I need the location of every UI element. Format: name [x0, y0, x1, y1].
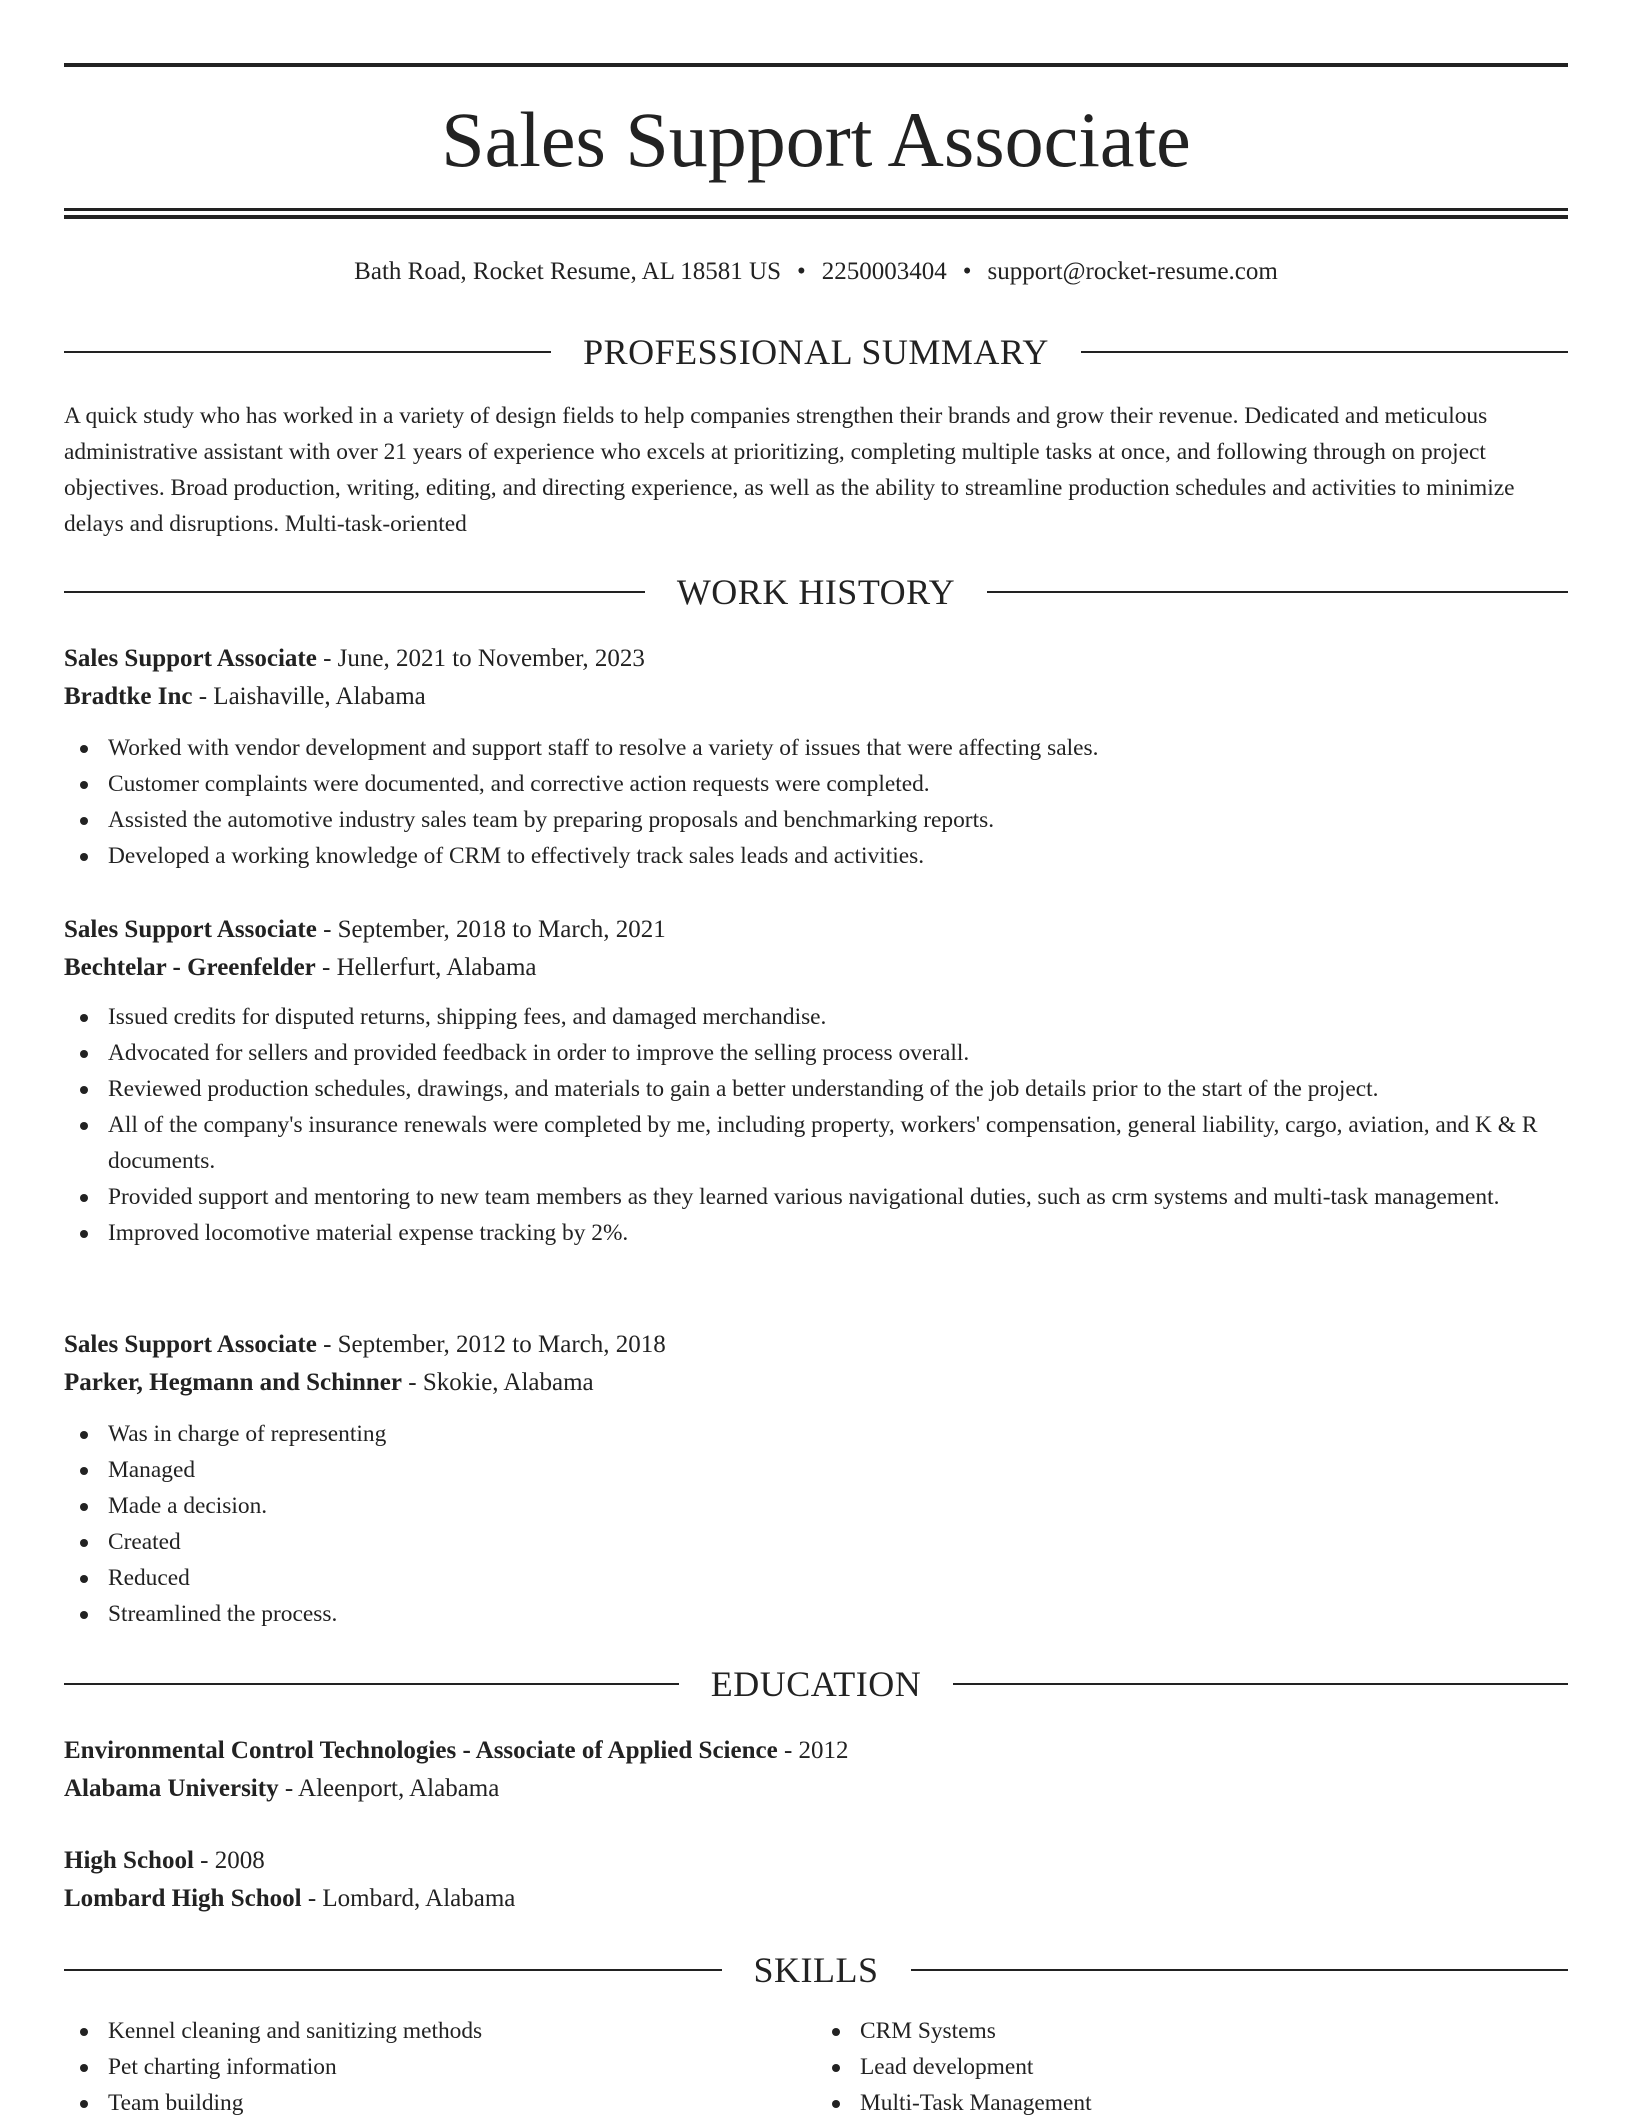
job-bullet: Customer complaints were documented, and corrective action requests were completed.: [64, 766, 1568, 802]
skill-item: Lead development: [816, 2049, 1568, 2085]
education-heading-label: EDUCATION: [710, 1664, 922, 1704]
skills-heading: [64, 1948, 1568, 1992]
education-degree: High School: [64, 1847, 194, 1874]
education-entry: [64, 1732, 1568, 1808]
job-dates: - September, 2018 to March, 2021: [316, 916, 666, 943]
job-bullet: Advocated for sellers and provided feedback in order to improve the selling process overall.: [64, 1035, 1568, 1071]
education-school: Lombard High School: [64, 1885, 302, 1912]
job-bullet: Created: [64, 1524, 1568, 1560]
job-company: Bechtelar - Greenfelder: [64, 954, 316, 981]
job-bullet: Provided support and mentoring to new team members as they learned various navigational duties, such as crm systems and multi-task management.: [64, 1179, 1568, 1215]
summary-heading: [64, 330, 1568, 374]
education-heading: [64, 1662, 1568, 1706]
contact-separator: •: [962, 258, 972, 285]
job-dates: - September, 2012 to March, 2018: [316, 1331, 666, 1358]
job-company-line: [64, 949, 1568, 987]
title-double-rule: [64, 208, 1568, 219]
education-year: - 2008: [193, 1847, 265, 1874]
job-entry: [64, 911, 1568, 1251]
job-title: Sales Support Associate: [64, 645, 317, 672]
job-company-line: [64, 678, 1568, 716]
top-rule: [64, 63, 1568, 67]
job-entry: [64, 1326, 1568, 1632]
job-bullet: Managed: [64, 1452, 1568, 1488]
education-degree-line: [64, 1732, 1568, 1770]
job-title-line: [64, 911, 1568, 949]
job-location: - Skokie, Alabama: [402, 1369, 594, 1396]
job-bullet: Developed a working knowledge of CRM to effectively track sales leads and activities.: [64, 838, 1568, 874]
work-history-heading-label: WORK HISTORY: [676, 572, 956, 612]
work-history-heading: [64, 570, 1568, 614]
skill-item: Kennel cleaning and sanitizing methods: [64, 2013, 816, 2049]
heading-rule: [64, 351, 551, 353]
education-location: - Aleenport, Alabama: [278, 1775, 500, 1802]
contact-address: Bath Road, Rocket Resume, AL 18581 US: [354, 258, 781, 285]
job-bullet: Assisted the automotive industry sales team by preparing proposals and benchmarking reports.: [64, 802, 1568, 838]
job-location: - Laishaville, Alabama: [192, 683, 426, 710]
contact-line: [64, 254, 1568, 290]
heading-rule: [1081, 351, 1568, 353]
education-entry: [64, 1842, 1568, 1918]
job-entry: [64, 640, 1568, 874]
skill-item: Multi-Task Management: [816, 2085, 1568, 2121]
job-bullets: [64, 730, 1568, 874]
job-bullets: [64, 1416, 1568, 1632]
job-location: - Hellerfurt, Alabama: [315, 954, 537, 981]
heading-rule: [987, 591, 1568, 593]
job-bullet: Was in charge of representing: [64, 1416, 1568, 1452]
skill-item: CRM Systems: [816, 2013, 1568, 2049]
education-degree: Environmental Control Technologies - Associate of Applied Science: [64, 1737, 778, 1764]
job-bullets: [64, 999, 1568, 1251]
contact-email: support@rocket-resume.com: [987, 258, 1278, 285]
heading-rule: [911, 1969, 1569, 1971]
education-school-line: [64, 1770, 1568, 1808]
job-bullet: All of the company's insurance renewals were completed by me, including property, workers' compensation, general liability, cargo, aviation, and K & R documents.: [64, 1107, 1568, 1179]
skills-column-right: [816, 2013, 1568, 2121]
heading-rule: [64, 1969, 722, 1971]
skills-heading-label: SKILLS: [753, 1950, 879, 1990]
education-degree-line: [64, 1842, 1568, 1880]
job-bullet: Reviewed production schedules, drawings, and materials to gain a better understanding of the job details prior to the start of the project.: [64, 1071, 1568, 1107]
job-title-line: [64, 640, 1568, 678]
skills-column-left: [64, 2013, 816, 2121]
heading-rule: [64, 591, 645, 593]
skill-item: Team building: [64, 2085, 816, 2121]
job-title: Sales Support Associate: [64, 916, 317, 943]
job-bullet: Reduced: [64, 1560, 1568, 1596]
job-title-line: [64, 1326, 1568, 1364]
education-location: - Lombard, Alabama: [301, 1885, 516, 1912]
job-company: Parker, Hegmann and Schinner: [64, 1369, 403, 1396]
contact-phone: 2250003404: [821, 258, 947, 285]
heading-rule: [953, 1683, 1568, 1685]
job-bullet: Issued credits for disputed returns, shipping fees, and damaged merchandise.: [64, 999, 1568, 1035]
job-dates: - June, 2021 to November, 2023: [316, 645, 645, 672]
education-school: Alabama University: [64, 1775, 279, 1802]
job-company: Bradtke Inc: [64, 683, 193, 710]
job-bullet: Made a decision.: [64, 1488, 1568, 1524]
job-company-line: [64, 1364, 1568, 1402]
education-year: - 2012: [777, 1737, 849, 1764]
job-title: Sales Support Associate: [64, 1331, 317, 1358]
resume-title: Sales Support Associate: [441, 96, 1191, 183]
skill-item: Pet charting information: [64, 2049, 816, 2085]
contact-separator: •: [797, 258, 806, 285]
education-school-line: [64, 1880, 1568, 1918]
skills-list: [64, 2013, 1568, 2121]
heading-rule: [64, 1683, 679, 1685]
job-bullet: Improved locomotive material expense tracking by 2%.: [64, 1215, 1568, 1251]
summary-heading-label: PROFESSIONAL SUMMARY: [583, 332, 1049, 372]
job-bullet: Streamlined the process.: [64, 1596, 1568, 1632]
summary-text: A quick study who has worked in a variety of design fields to help companies strengthen their brands and grow their revenue. Dedicated and meticulous administrative assistant with over 21 years of experience who excels at prioritizing, completing multiple tasks at once, and following through on project objectives. Broad production, writing, editing, and directing experience, as well as the ability to streamline production schedules and activities to minimize delays and disruptions. Multi-task-oriented: [64, 403, 1515, 537]
job-bullet: Worked with vendor development and support staff to resolve a variety of issues that were affecting sales.: [64, 730, 1568, 766]
